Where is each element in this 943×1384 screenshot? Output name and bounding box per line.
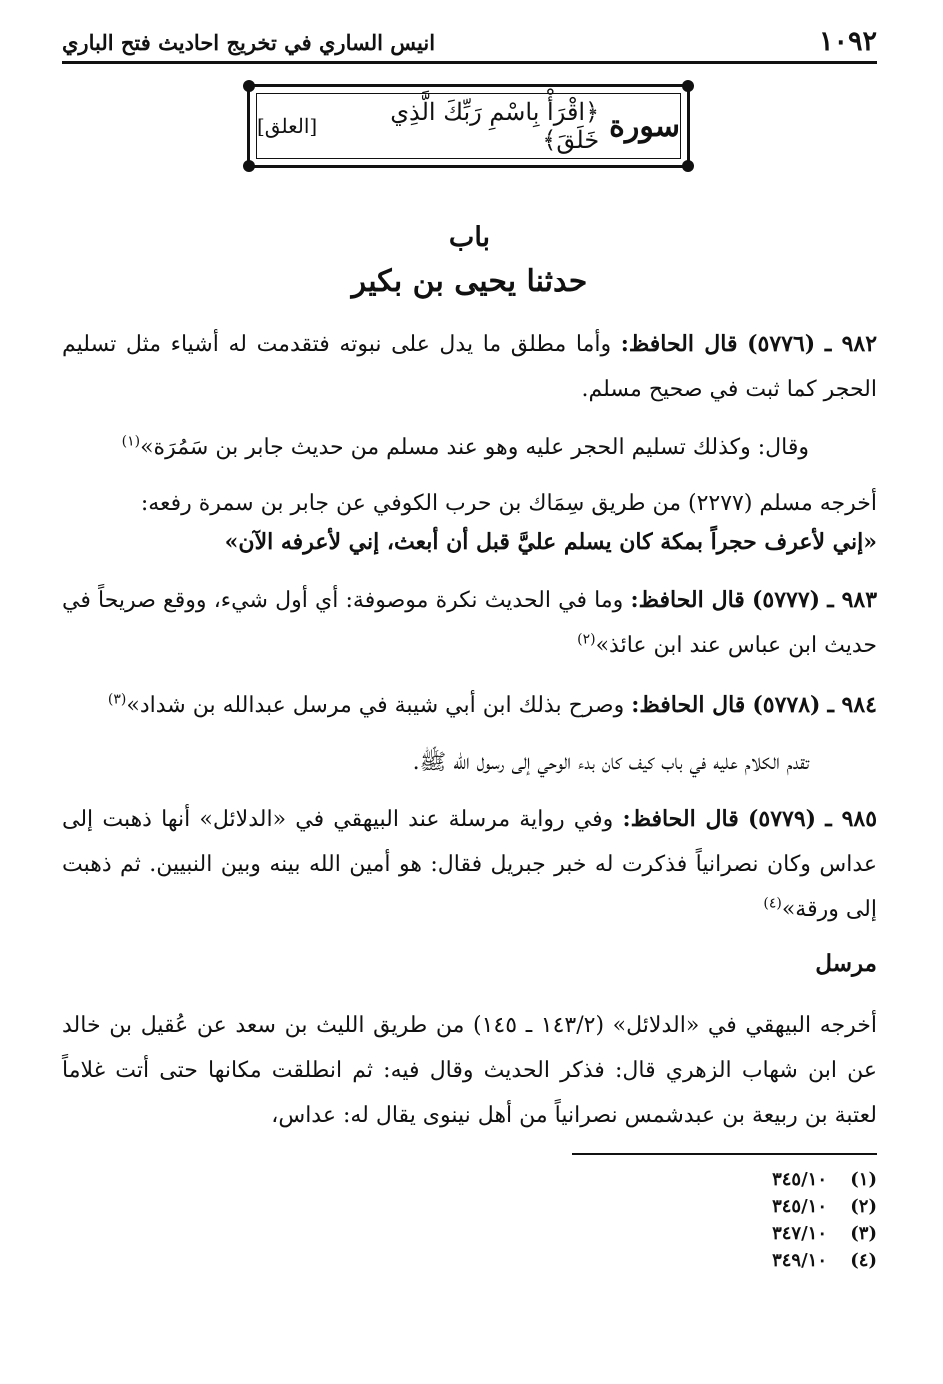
entry-text: وفي رواية مرسلة عند البيهقي في «الدلائل» أنها ذهبت إلى عداس وكان نصرانياً فذكرت له خبر جبريل فقال: هو أمين الله بينه وبين النبيين. ثم ذهبت إلى ورقة» [62, 807, 877, 922]
surah-word: سورة [609, 108, 680, 144]
final-paragraph [62, 1003, 877, 1138]
footnote-ref: (٣) [850, 1223, 877, 1244]
entry-label: قال الحافظ: [622, 806, 739, 832]
footnote-marker: (٣) [107, 691, 127, 708]
footnotes [772, 1166, 877, 1274]
frame-corner-ornament [682, 80, 694, 92]
entry-number: ٩٨٣ ـ [827, 587, 878, 613]
entry-text: وأما مطلق ما يدل على نبوته فتقدمت له أشياء مثل تسليم الحجر كما ثبت في صحيح مسلم. [62, 332, 877, 402]
entry-label: قال الحافظ: [630, 587, 745, 613]
entry-ref: (٥٧٧٧) [751, 587, 821, 613]
mursal-heading: مرسل [815, 950, 877, 977]
entry-text: وصرح بذلك ابن أبي شيبة في مرسل عبدالله بن شداد» [126, 693, 625, 718]
surah-title [256, 93, 681, 159]
entry-984 [62, 683, 877, 728]
frame-corner-ornament [682, 160, 694, 172]
footnote [772, 1193, 877, 1220]
footnote-value: ٣٤٥/١٠ [772, 1169, 827, 1190]
footnote-value: ٣٤٧/١٠ [772, 1223, 827, 1244]
footnote [772, 1247, 877, 1274]
footnote-ref: (٤) [850, 1250, 877, 1271]
frame-corner-ornament [243, 80, 255, 92]
entry-text: تقدم الكلام عليه في باب كيف كان بدء الوحي إلى رسول الله ﷺ. [412, 750, 809, 775]
entry-number: ٩٨٢ ـ [824, 331, 878, 357]
entry-ref: (٥٧٧٦) [747, 331, 816, 357]
footnote [772, 1220, 877, 1247]
entry-985 [62, 797, 877, 932]
footnote-marker: (٤) [763, 895, 782, 912]
hadith-text: «إني لأعرف حجراً بمكة كان يسلم عليَّ قبل أن أبعث، إني لأعرفه الآن» [224, 529, 877, 555]
footnote-ref: (١) [850, 1169, 877, 1190]
page-number: ١٠٩٢ [818, 26, 877, 57]
footnote-value: ٣٤٥/١٠ [772, 1196, 827, 1217]
footnote-separator [572, 1153, 877, 1155]
footnote-value: ٣٤٩/١٠ [772, 1250, 827, 1271]
header-rule [62, 61, 877, 64]
entry-982-takhrij [62, 485, 877, 561]
entry-text: وما في الحديث نكرة موصوفة: أي أول شيء، ووقع صريحاً في حديث ابن عباس عند ابن عائذ» [62, 588, 877, 658]
entry-982-note [62, 425, 877, 470]
footnote [772, 1166, 877, 1193]
frame-corner-ornament [243, 160, 255, 172]
footnote-marker: (٢) [577, 631, 596, 648]
entry-label: قال الحافظ: [620, 331, 738, 357]
footnote-marker: (١) [121, 433, 141, 450]
entry-983 [62, 578, 877, 668]
footnote-ref: (٢) [850, 1196, 877, 1217]
entry-text: أخرجه مسلم (٢٢٧٧) من طريق سِمَاك بن حرب الكوفي عن جابر بن سمرة رفعه: [140, 491, 877, 516]
entry-text: وقال: وكذلك تسليم الحجر عليه وهو عند مسلم من حديث جابر بن سَمُرَة» [140, 435, 809, 460]
surah-verse: ﴿اقْرَأْ بِاسْمِ رَبِّكَ الَّذِي خَلَقَ﴾ [390, 98, 600, 154]
entry-number: ٩٨٥ ـ [825, 806, 878, 832]
entry-982 [62, 322, 877, 412]
entry-label: قال الحافظ: [631, 692, 746, 718]
bab-subtitle: حدثنا يحيى بن بكير [351, 264, 588, 299]
entry-984-note [62, 740, 877, 785]
book-title: انيس الساري في تخريج احاديث فتح الباري [62, 30, 436, 55]
running-header [62, 22, 877, 64]
entry-ref: (٥٧٧٩) [747, 806, 817, 832]
entry-number: ٩٨٤ ـ [827, 692, 877, 718]
paragraph-text: أخرجه البيهقي في «الدلائل» (١٤٣/٢ ـ ١٤٥) من طريق الليث بن سعد عن عُقيل بن خالد عن ابن شهاب الزهري قال: فذكر الحديث وقال فيه: ثم انطلقت مكانها حتى أتت غلاماً لعتبة بن ربيعة بن عبدشمس نصرانياً من أهل نينوى يقال له: عداس، [62, 1013, 877, 1128]
surah-title-frame [247, 84, 690, 168]
surah-name: [العلق] [257, 114, 318, 138]
bab-title: باب [448, 222, 491, 253]
entry-ref: (٥٧٧٨) [752, 692, 821, 718]
